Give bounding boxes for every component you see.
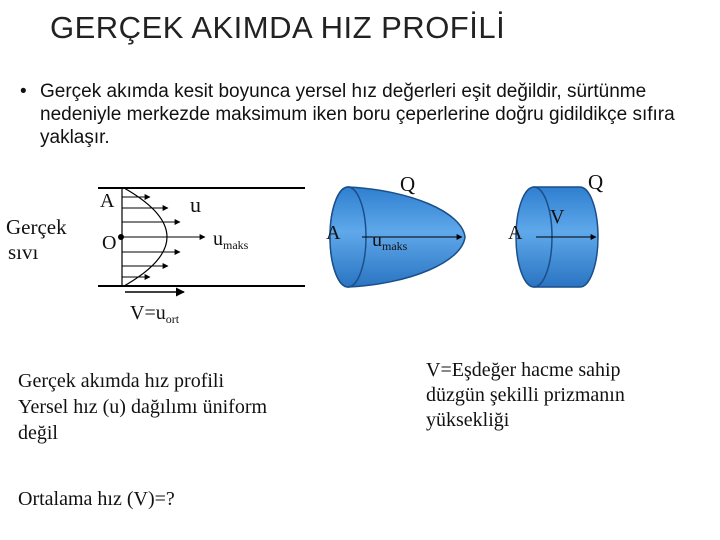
left-caption (18, 368, 267, 446)
middle-umaks-sub: maks (382, 239, 408, 254)
bullet-content: Gerçek akımda kesit boyunca yersel hız değerleri eşit değildir, sürtünme nedeniyle merkezde maksimum iken boru çeperlerine doğru gidildikçe sıfıra yaklaşır. (40, 81, 675, 148)
umaks-sub: maks (223, 238, 249, 253)
middle-label-umaks (372, 229, 407, 254)
label-umaks (213, 228, 248, 253)
right-caption-line2: düzgün şekilli prizmanın (426, 384, 625, 406)
right-caption-line3: yüksekliği (426, 409, 510, 431)
question-text: Ortalama hız (V)=? (18, 488, 175, 510)
label-point-a: A (100, 190, 115, 212)
page-title: GERÇEK AKIMDA HIZ PROFİLİ (50, 10, 506, 45)
middle-label-a: A (326, 222, 341, 244)
label-v-uort (130, 302, 179, 327)
right-label-a: A (508, 222, 523, 244)
label-u: u (190, 192, 201, 217)
label-gercek: Gerçek (6, 215, 67, 239)
v-uort-sub: ort (165, 312, 180, 327)
right-label-v: V (550, 206, 565, 228)
left-caption-line3: değil (18, 422, 58, 444)
label-sivi: sıvı (8, 240, 39, 264)
umaks-base: u (213, 228, 223, 250)
label-point-o: O (102, 232, 117, 254)
middle-label-q: Q (400, 172, 416, 196)
bullet-dot: • (20, 81, 27, 102)
left-caption-line1: Gerçek akımda hız profili (18, 370, 225, 392)
middle-umaks-base: u (372, 229, 382, 251)
center-point-o (118, 234, 124, 240)
right-caption (426, 358, 625, 433)
v-uort-base: V=u (130, 302, 166, 324)
right-caption-line1: V=Eşdeğer hacme sahip (426, 359, 621, 381)
left-caption-line2: Yersel hız (u) dağılımı üniform (18, 396, 268, 418)
right-label-q: Q (588, 170, 604, 194)
